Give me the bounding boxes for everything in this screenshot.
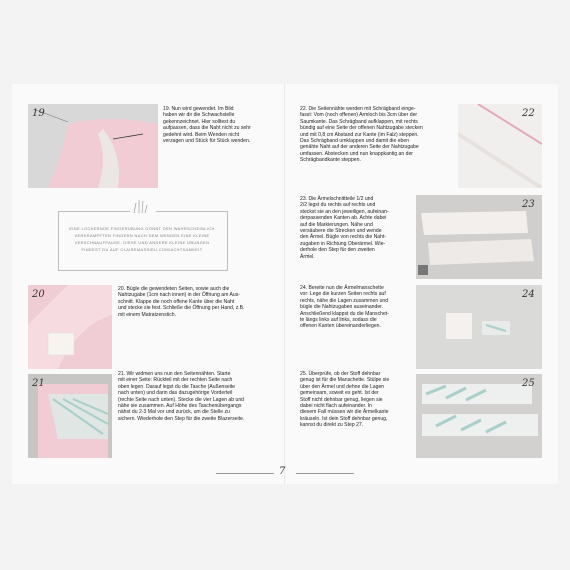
hands-illustration bbox=[130, 197, 156, 215]
step-20-text: 20. Bügle die gewendeten Seiten, sowie auch die Nahtzugabe (1cm nach innen) in der Öffnung am Aus- schnitt. Klappe die noch offene Kante über die Naht und stecke sie fest. Schließe die Öffnung per Hand, z.B. mit einem Matratzenstich. bbox=[118, 286, 245, 318]
step-24-photo bbox=[416, 285, 542, 369]
step-19-illustration bbox=[28, 104, 158, 188]
step-20-photo bbox=[28, 285, 112, 369]
step-25-photo bbox=[416, 374, 542, 458]
page-number: 7 bbox=[279, 466, 286, 477]
step-23-text: 23. Die Ärmelschnittteile 1/2 und 2/2 legst du rechts auf rechts und steckst sie an den jeweiligen, aufeinan- derpassenden Kanten ab. Achte dabei auf die Markierungen. Nähe und versäubere die Strecken und wende den Ärmel. Bügle von rechts die Naht- zugaben in Richtung Oberärmel. Wie- derhole den Step für den zweiten Ärmel. bbox=[300, 196, 389, 260]
step-24-text: 24. Bereite nun die Ärmelmanschette vor: Lege die kurzen Seiten rechts auf rechts, nähe die Lagen zusammen und bügle die Nahtzugaben auseinander. Anschließend klappst du die Manschet- te längs links auf links, sodass die offenen Kanten übereinanderliegen. bbox=[300, 285, 389, 330]
footer-line-right bbox=[296, 473, 354, 474]
step-19-text: 19. Nun wird gewendet. Im Bild haben wir dir die Schwachstelle gekennzeichnet. Hier solltest du aufpassen, dass die Naht nicht zu sehr gedehnt wird. Beim Wenden nicht verzagen und Stück für Stück wenden. bbox=[163, 106, 251, 145]
step-21-text: 21. Wir widmen uns nun den Seitennähten. Starte mit einer Seite: Rückteil mit der rechten Seite nach oben legen. Darauf legst du die Tasche (Außenseite nach unten) und darin das dazugehörige Vorderteil (rechte Seite nach unten). Stecke die vier Lagen ab und nähe sie zusammen. Auf Höhe des Taschenübergangs nähst du 2-3 Mal vor und zurück, um die Stelle zu sichern. Wiederhole den Step für die zweite Blazerseite. bbox=[118, 371, 245, 422]
step-19-number: 19 bbox=[32, 108, 45, 119]
step-25-number: 25 bbox=[522, 378, 535, 389]
step-21-number: 21 bbox=[32, 378, 45, 389]
step-19-photo bbox=[28, 104, 158, 188]
hands-icon bbox=[130, 197, 156, 215]
center-fold bbox=[284, 84, 286, 484]
step-22-number: 22 bbox=[522, 108, 535, 119]
step-20-number: 20 bbox=[32, 289, 45, 300]
step-22-photo bbox=[458, 104, 542, 188]
step-24-number: 24 bbox=[522, 289, 535, 300]
step-23-number: 23 bbox=[522, 199, 535, 210]
mindfulness-callout-text: EINE LOCKERNDE FINGERÜBUNG GÖNNT DEN WAHRSCHEINLICH VERKRAMPFTEN FINGERN NACH DEM WENDEN EINE KLEINE VERSCHNAUFPAUSE. DIESE UND ANDERE KLEINE ÜBUNGEN FINDEST DU AUF CLAIREMASSIEU.COM/ACHTSAMKEIT bbox=[69, 226, 215, 252]
step-23-photo bbox=[416, 195, 542, 279]
step-21-photo bbox=[28, 374, 112, 458]
footer-line-left bbox=[216, 473, 274, 474]
step-25-text: 25. Überprüfe, ob der Stoff dehnbar genug ist für die Manschette. Stülpe sie über den Ärmel und dehne die Lagen gemeinsam, soweit es geht. Ist der Stoff nicht dehnbar genug, liegen sie dabei nicht flach aufeinander. In diesem Fall müssen wir die Ärmelkante kräuseln. Ist dein Stoff dehnbar genug, kannst du direkt zu Step 27. bbox=[300, 371, 390, 429]
step-22-text: 22. Die Seitennähte werden mit Schrägband einge- fasst: Vom (noch offenen) Armloch bis 3cm über der Saumkante. Das Schrägband aufklappen, mit rechts bündig auf eine Seite der offenen Nahtzugabe stecken und mit 0,8 cm Abstand zur Kante (im Falz) steppen. Das Schrägband umklappen und damit die eben genähte Naht auf der anderen Seite der Nahtzugabe umfassen. Abstecken und nun knappkantig an der Schrägbandkante steppen. bbox=[300, 106, 423, 164]
